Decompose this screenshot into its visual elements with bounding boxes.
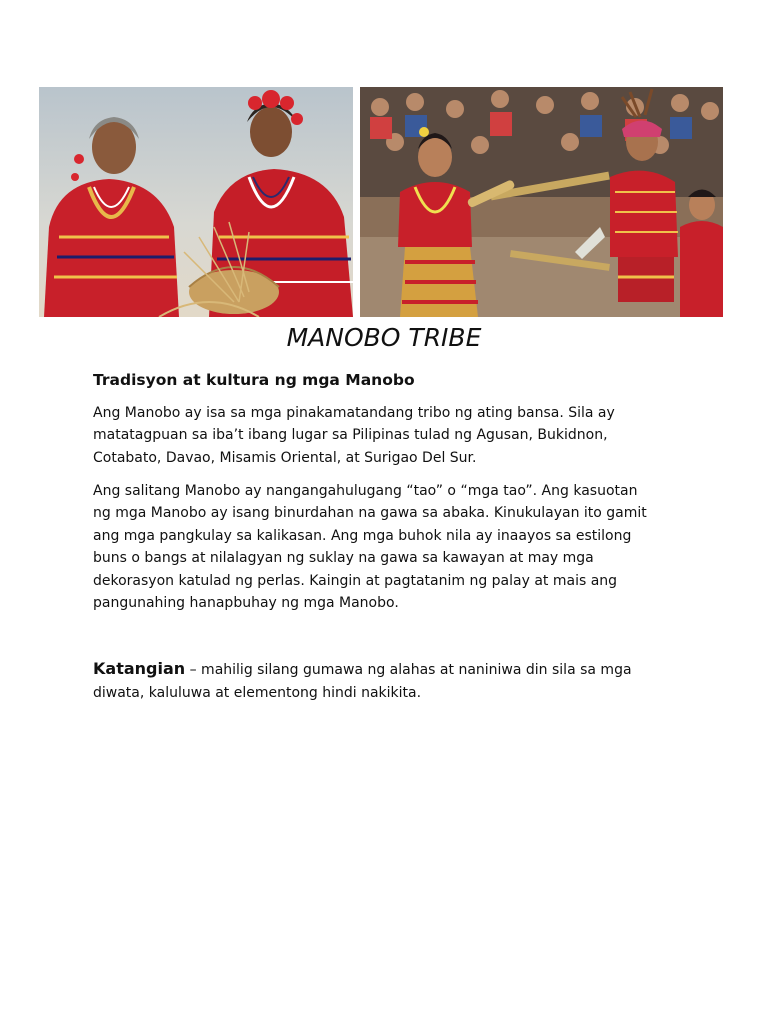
paragraph-line: dekorasyon katulad ng perlas. Kaingin at pagtatanim ng palay at mais ang [93, 572, 618, 589]
paragraph-line: buns o bangs at nilalagyan ng suklay na gawa sa kawayan at may mga [93, 550, 594, 567]
paragraph-katangian [93, 657, 693, 705]
paragraph-line: matatagpuan sa iba’t ibang lugar sa Pilipinas tulad ng Agusan, Bukidnon, [93, 427, 608, 444]
photo-children-dancing [360, 87, 723, 317]
paragraph-line: ng mga Manobo ay isang binurdahan na gawa sa abaka. Kinukulayan ito gamit [93, 505, 647, 522]
paragraph-culture [93, 480, 683, 614]
paragraph-line: ang mga pangkulay sa kalikasan. Ang mga buhok nila ay inaayos sa estilong [93, 527, 632, 544]
page-title: MANOBO TRIBE [286, 323, 482, 352]
katangian-text: – mahilig silang gumawa ng alahas at naniniwa din sila sa mga [185, 662, 632, 678]
paragraph-line: Ang Manobo ay isa sa mga pinakamatandang tribo ng ating bansa. Sila ay [93, 405, 615, 421]
katangian-text: diwata, kaluluwa at elementong hindi nakikita. [93, 685, 422, 701]
photo-women-weaving [39, 87, 353, 317]
section-heading: Tradisyon at kultura ng mga Manobo [93, 371, 415, 389]
paragraph-line: Ang salitang Manobo ay nangangahulugang “tao” o “mga tao”. Ang kasuotan [93, 483, 638, 499]
paragraph-line: Cotabato, Davao, Misamis Oriental, at Surigao Del Sur. [93, 449, 477, 466]
paragraph-intro [93, 402, 683, 469]
katangian-term: Katangian [93, 659, 186, 678]
paragraph-line: pangunahing hanapbuhay ng mga Manobo. [93, 595, 399, 612]
